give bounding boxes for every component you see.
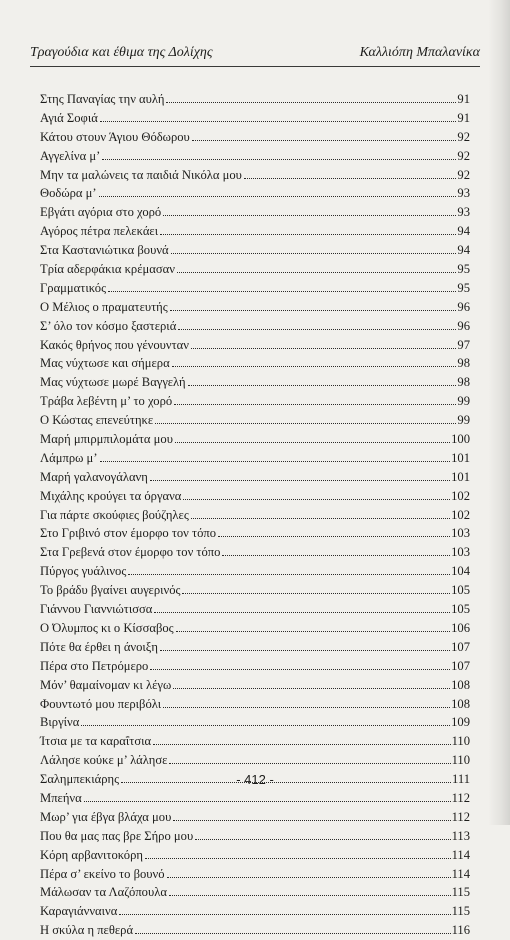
toc-entry bbox=[40, 524, 470, 543]
toc-entry bbox=[40, 128, 470, 147]
dot-leader bbox=[191, 518, 450, 519]
toc-entry bbox=[40, 166, 470, 185]
toc-entry-page: 109 bbox=[451, 715, 470, 730]
dot-leader bbox=[81, 725, 450, 726]
toc-entry-page: 115 bbox=[451, 885, 470, 900]
running-header bbox=[30, 45, 480, 67]
toc-entry-page: 101 bbox=[451, 469, 470, 484]
toc-entry-page: 110 bbox=[451, 753, 470, 768]
toc-entry-title: Ο Όλυμπος κι ο Κίσσαβος bbox=[40, 620, 174, 635]
dot-leader bbox=[191, 348, 456, 349]
toc-entry bbox=[40, 676, 470, 695]
toc-entry bbox=[40, 487, 470, 506]
dot-leader bbox=[167, 877, 451, 878]
dot-leader bbox=[102, 159, 456, 160]
toc-entry-title: Γραμματικός bbox=[40, 280, 107, 295]
dot-leader bbox=[160, 650, 450, 651]
toc-entry-page: 106 bbox=[451, 620, 470, 635]
toc-entry-title: Αγγελίνα μ’ bbox=[40, 148, 101, 163]
header-rule bbox=[30, 66, 480, 67]
toc-entry bbox=[40, 430, 470, 449]
dot-leader bbox=[145, 858, 451, 859]
table-of-contents bbox=[40, 90, 470, 940]
dot-leader bbox=[195, 839, 450, 840]
toc-entry-title: Στης Παναγίας την αυλή bbox=[40, 92, 165, 106]
dot-leader bbox=[176, 631, 450, 632]
toc-entry-title: Αγόρος πέτρα πελεκάει bbox=[40, 224, 159, 239]
toc-entry-page: 95 bbox=[457, 262, 470, 277]
toc-entry-title: Γιάννου Γιαννιώτισσα bbox=[40, 602, 153, 617]
toc-entry-page: 93 bbox=[457, 205, 470, 220]
toc-entry bbox=[40, 279, 470, 298]
toc-entry-title: Για πάρτε σκούφιες βούζηλες bbox=[40, 507, 189, 522]
toc-entry-title: Τρία αδερφάκια κρέμασαν bbox=[40, 262, 175, 277]
dot-leader bbox=[166, 102, 456, 103]
toc-entry bbox=[40, 373, 470, 392]
dot-leader bbox=[119, 914, 450, 915]
toc-entry bbox=[40, 619, 470, 638]
toc-entry bbox=[40, 260, 470, 279]
toc-entry-page: 99 bbox=[457, 394, 470, 409]
dot-leader bbox=[160, 234, 456, 235]
toc-entry-page: 92 bbox=[457, 129, 470, 144]
dot-leader bbox=[84, 801, 451, 802]
dot-leader bbox=[182, 593, 450, 594]
toc-entry-page: 96 bbox=[457, 299, 470, 314]
toc-entry-page: 93 bbox=[457, 186, 470, 201]
toc-entry bbox=[40, 695, 470, 714]
toc-entry bbox=[40, 449, 470, 468]
toc-entry-page: 113 bbox=[451, 828, 470, 843]
toc-entry-title: Που θα μας πας βρε Σήρο μου bbox=[40, 828, 194, 843]
toc-entry-title: Αγιά Σοφιά bbox=[40, 110, 98, 125]
toc-entry-title: Πέρα σ’ εκείνο το βουνό bbox=[40, 866, 165, 881]
dot-leader bbox=[155, 423, 456, 424]
page-edge-shadow bbox=[488, 0, 510, 825]
dot-leader bbox=[172, 366, 457, 367]
toc-entry-title: Ο Μέλιος ο πραματευτής bbox=[40, 299, 168, 314]
toc-entry-page: 91 bbox=[457, 110, 470, 125]
header-author: Καλλιόπη Μπαλανίκα bbox=[359, 45, 480, 60]
toc-entry-page: 103 bbox=[451, 545, 470, 560]
toc-entry-title: Μιχάλης κρούγει τα όργανα bbox=[40, 488, 182, 503]
toc-entry bbox=[40, 902, 470, 921]
toc-entry bbox=[40, 354, 470, 373]
toc-entry-page: 108 bbox=[451, 696, 470, 711]
toc-entry-title: Φουντωτό μου περιβόλι bbox=[40, 696, 162, 711]
toc-entry-title: Ο Κώστας επενεύτηκε bbox=[40, 413, 154, 428]
toc-entry-title: Λάλησε κούκε μ’ λάλησε bbox=[40, 753, 168, 768]
toc-entry-page: 107 bbox=[451, 639, 470, 654]
toc-entry-title: Κακός θρήνος που γένουνταν bbox=[40, 337, 189, 352]
toc-entry bbox=[40, 543, 470, 562]
toc-entry bbox=[40, 241, 470, 260]
toc-entry-page: 104 bbox=[451, 564, 470, 579]
page-number: - 412 - bbox=[236, 772, 274, 787]
dot-leader bbox=[135, 933, 451, 934]
toc-entry-page: 102 bbox=[451, 488, 470, 503]
toc-entry bbox=[40, 827, 470, 846]
toc-entry bbox=[40, 732, 470, 751]
dot-leader bbox=[174, 404, 456, 405]
toc-entry-title: Εβγάτι αγόρια στο χορό bbox=[40, 205, 162, 220]
toc-entry-page: 105 bbox=[451, 583, 470, 598]
toc-entry bbox=[40, 392, 470, 411]
toc-entry-title: Μην τα μαλώνεις τα παιδιά Νικόλα μου bbox=[40, 167, 242, 182]
toc-entry-page: 92 bbox=[457, 167, 470, 182]
dot-leader bbox=[100, 461, 451, 462]
header-book-title: Τραγούδια και έθιμα της Δολίχης bbox=[30, 45, 213, 60]
dot-leader bbox=[150, 480, 450, 481]
toc-entry-page: 116 bbox=[451, 923, 470, 938]
dot-leader bbox=[99, 196, 457, 197]
toc-entry bbox=[40, 203, 470, 222]
dot-leader bbox=[244, 178, 457, 179]
dot-leader bbox=[171, 253, 457, 254]
toc-entry-page: 92 bbox=[457, 148, 470, 163]
toc-entry-title: Στα Γρεβενά στον έμορφο τον τόπο bbox=[40, 545, 221, 560]
dot-leader bbox=[178, 329, 456, 330]
dot-leader bbox=[169, 763, 450, 764]
toc-entry-page: 94 bbox=[457, 243, 470, 258]
toc-entry-page: 107 bbox=[451, 658, 470, 673]
toc-entry-page: 98 bbox=[457, 356, 470, 371]
toc-entry-title: Στα Καστανιώτικα βουνά bbox=[40, 243, 169, 258]
toc-entry bbox=[40, 147, 470, 166]
toc-entry-page: 94 bbox=[457, 224, 470, 239]
dot-leader bbox=[175, 442, 450, 443]
toc-entry-page: 103 bbox=[451, 526, 470, 541]
toc-entry-page: 108 bbox=[451, 677, 470, 692]
dot-leader bbox=[183, 499, 450, 500]
toc-entry-page: 102 bbox=[451, 507, 470, 522]
toc-entry bbox=[40, 789, 470, 808]
toc-entry-page: 98 bbox=[457, 375, 470, 390]
toc-entry-page: 110 bbox=[451, 734, 470, 749]
dot-leader bbox=[173, 688, 450, 689]
toc-entry bbox=[40, 865, 470, 884]
toc-entry bbox=[40, 411, 470, 430]
toc-entry-title: Το βράδυ βγαίνει αυγερινός bbox=[40, 583, 181, 598]
toc-entry-title: Μπεήνα bbox=[40, 790, 82, 805]
dot-leader bbox=[169, 895, 451, 896]
toc-entry-title: Κόρη αρβανιτοκόρη bbox=[40, 847, 143, 862]
toc-entry-page: 114 bbox=[451, 847, 470, 862]
toc-entry bbox=[40, 600, 470, 619]
toc-entry-page: 95 bbox=[457, 280, 470, 295]
toc-entry-title: Μαρή γαλανογάλανη bbox=[40, 469, 148, 484]
toc-entry-title: Θοδώρα μ’ bbox=[40, 186, 97, 201]
toc-entry-title: Μας νύχτωσε μωρέ Βαγγελή bbox=[40, 375, 186, 390]
dot-leader bbox=[163, 215, 456, 216]
dot-leader bbox=[192, 140, 457, 141]
toc-entry bbox=[40, 222, 470, 241]
dot-leader bbox=[177, 272, 456, 273]
toc-entry-title: Η σκύλα η πεθερά bbox=[40, 923, 134, 938]
toc-entry-page: 112 bbox=[451, 809, 470, 824]
toc-entry-title: Μάλωσαν τα Λαζόπουλα bbox=[40, 885, 167, 900]
toc-entry bbox=[40, 184, 470, 203]
toc-entry-title: Σαλημπεκιάρης bbox=[40, 772, 120, 787]
dot-leader bbox=[173, 820, 450, 821]
toc-entry bbox=[40, 109, 470, 128]
toc-entry bbox=[40, 581, 470, 600]
dot-leader bbox=[150, 669, 450, 670]
toc-entry bbox=[40, 336, 470, 355]
toc-entry bbox=[40, 657, 470, 676]
toc-entry-title: Σ’ όλο τον κόσμο ξαστεριά bbox=[40, 318, 177, 333]
toc-entry-page: 99 bbox=[457, 413, 470, 428]
toc-entry-title: Λάμπρω μ’ bbox=[40, 450, 98, 465]
toc-entry-page: 114 bbox=[451, 866, 470, 881]
toc-entry-page: 101 bbox=[451, 450, 470, 465]
toc-entry bbox=[40, 846, 470, 865]
toc-entry bbox=[40, 506, 470, 525]
toc-entry-title: Πότε θα έρθει η άνοιξη bbox=[40, 639, 159, 654]
dot-leader bbox=[218, 536, 450, 537]
toc-entry bbox=[40, 562, 470, 581]
toc-entry-page: 112 bbox=[451, 790, 470, 805]
toc-entry-page: 105 bbox=[451, 602, 470, 617]
dot-leader bbox=[100, 121, 457, 122]
toc-entry bbox=[40, 638, 470, 657]
toc-entry-title: Μωρ’ για έβγα βλάχα μου bbox=[40, 809, 172, 824]
toc-entry bbox=[40, 883, 470, 902]
toc-entry-page: 100 bbox=[451, 432, 470, 447]
toc-entry bbox=[40, 468, 470, 487]
toc-entry-page: 97 bbox=[457, 337, 470, 352]
toc-entry bbox=[40, 317, 470, 336]
dot-leader bbox=[163, 707, 450, 708]
dot-leader bbox=[170, 310, 457, 311]
toc-entry-title: Ίτσια με τα καραΐτσια bbox=[40, 734, 152, 749]
toc-entry bbox=[40, 808, 470, 827]
toc-entry bbox=[40, 713, 470, 732]
toc-entry bbox=[40, 751, 470, 770]
dot-leader bbox=[222, 555, 450, 556]
toc-entry-title: Πέρα στο Πετρόμερο bbox=[40, 658, 149, 673]
toc-entry-title: Πύργος γυάλινος bbox=[40, 564, 127, 579]
toc-entry-title: Κάτου στουν Άγιου Θόδωρου bbox=[40, 129, 190, 144]
toc-entry-title: Στο Γριβινό στον έμορφο τον τόπο bbox=[40, 526, 217, 541]
toc-entry-title: Βιργίνα bbox=[40, 715, 80, 730]
toc-entry bbox=[40, 921, 470, 940]
toc-entry-title: Μαρή μπιρμπιλομάτα μου bbox=[40, 432, 173, 447]
toc-entry-page: 96 bbox=[457, 318, 470, 333]
toc-entry-title: Τράβα λεβέντη μ’ το χορό bbox=[40, 394, 173, 409]
toc-entry bbox=[40, 90, 470, 109]
toc-entry-title: Μόν’ θαμαίνομαν κι λέγω bbox=[40, 677, 172, 692]
dot-leader bbox=[108, 291, 456, 292]
toc-entry bbox=[40, 298, 470, 317]
toc-entry-page: 91 bbox=[457, 92, 470, 106]
dot-leader bbox=[188, 385, 457, 386]
dot-leader bbox=[154, 612, 450, 613]
toc-entry-page: 111 bbox=[452, 772, 470, 787]
dot-leader bbox=[153, 744, 450, 745]
dot-leader bbox=[128, 574, 450, 575]
toc-entry-title: Καραγιάνναινα bbox=[40, 904, 118, 919]
toc-entry-title: Μας νύχτωσε και σήμερα bbox=[40, 356, 170, 371]
toc-entry-page: 115 bbox=[451, 904, 470, 919]
